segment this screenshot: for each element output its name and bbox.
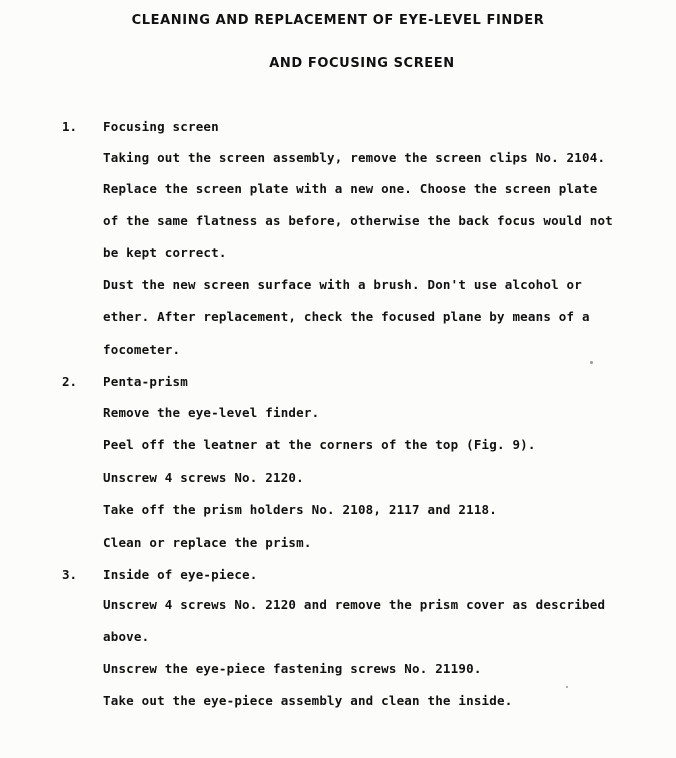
section-3-number: 3. — [62, 567, 78, 582]
section-2-line: Unscrew 4 screws No. 2120. — [103, 470, 304, 485]
scan-speck — [566, 686, 568, 688]
document-title-line-2: AND FOCUSING SCREEN — [269, 56, 455, 71]
section-1-line: Taking out the screen assembly, remove the screen clips No. 2104. — [103, 150, 606, 165]
section-1-line: focometer. — [103, 342, 181, 357]
section-3-line: above. — [103, 629, 150, 644]
section-2-line: Peel off the leatner at the corners of the top (Fig. 9). — [103, 437, 536, 452]
section-3-heading: Inside of eye-piece. — [103, 567, 258, 582]
section-1-line: of the same flatness as before, otherwise the back focus would not — [103, 213, 613, 228]
section-1-line: ether. After replacement, check the focused plane by means of a — [103, 309, 590, 324]
section-2-number: 2. — [62, 374, 78, 389]
section-1-line: be kept correct. — [103, 245, 227, 260]
scan-speck — [590, 361, 593, 364]
section-2-line: Remove the eye-level finder. — [103, 405, 320, 420]
section-1-number: 1. — [62, 119, 78, 134]
section-3-line: Take out the eye-piece assembly and clean the inside. — [103, 693, 513, 708]
section-3-line: Unscrew 4 screws No. 2120 and remove the prism cover as described — [103, 597, 606, 612]
section-2-line: Take off the prism holders No. 2108, 2117 and 2118. — [103, 502, 498, 517]
section-1-line: Dust the new screen surface with a brush. Don't use alcohol or — [103, 277, 582, 292]
section-3-line: Unscrew the eye-piece fastening screws No. 21190. — [103, 661, 482, 676]
document-title-line-1: CLEANING AND REPLACEMENT OF EYE-LEVEL FINDER — [131, 13, 545, 28]
section-2-heading: Penta-prism — [103, 374, 188, 389]
section-1-line: Replace the screen plate with a new one. Choose the screen plate — [103, 181, 598, 196]
section-1-heading: Focusing screen — [103, 119, 219, 134]
section-2-line: Clean or replace the prism. — [103, 535, 312, 550]
